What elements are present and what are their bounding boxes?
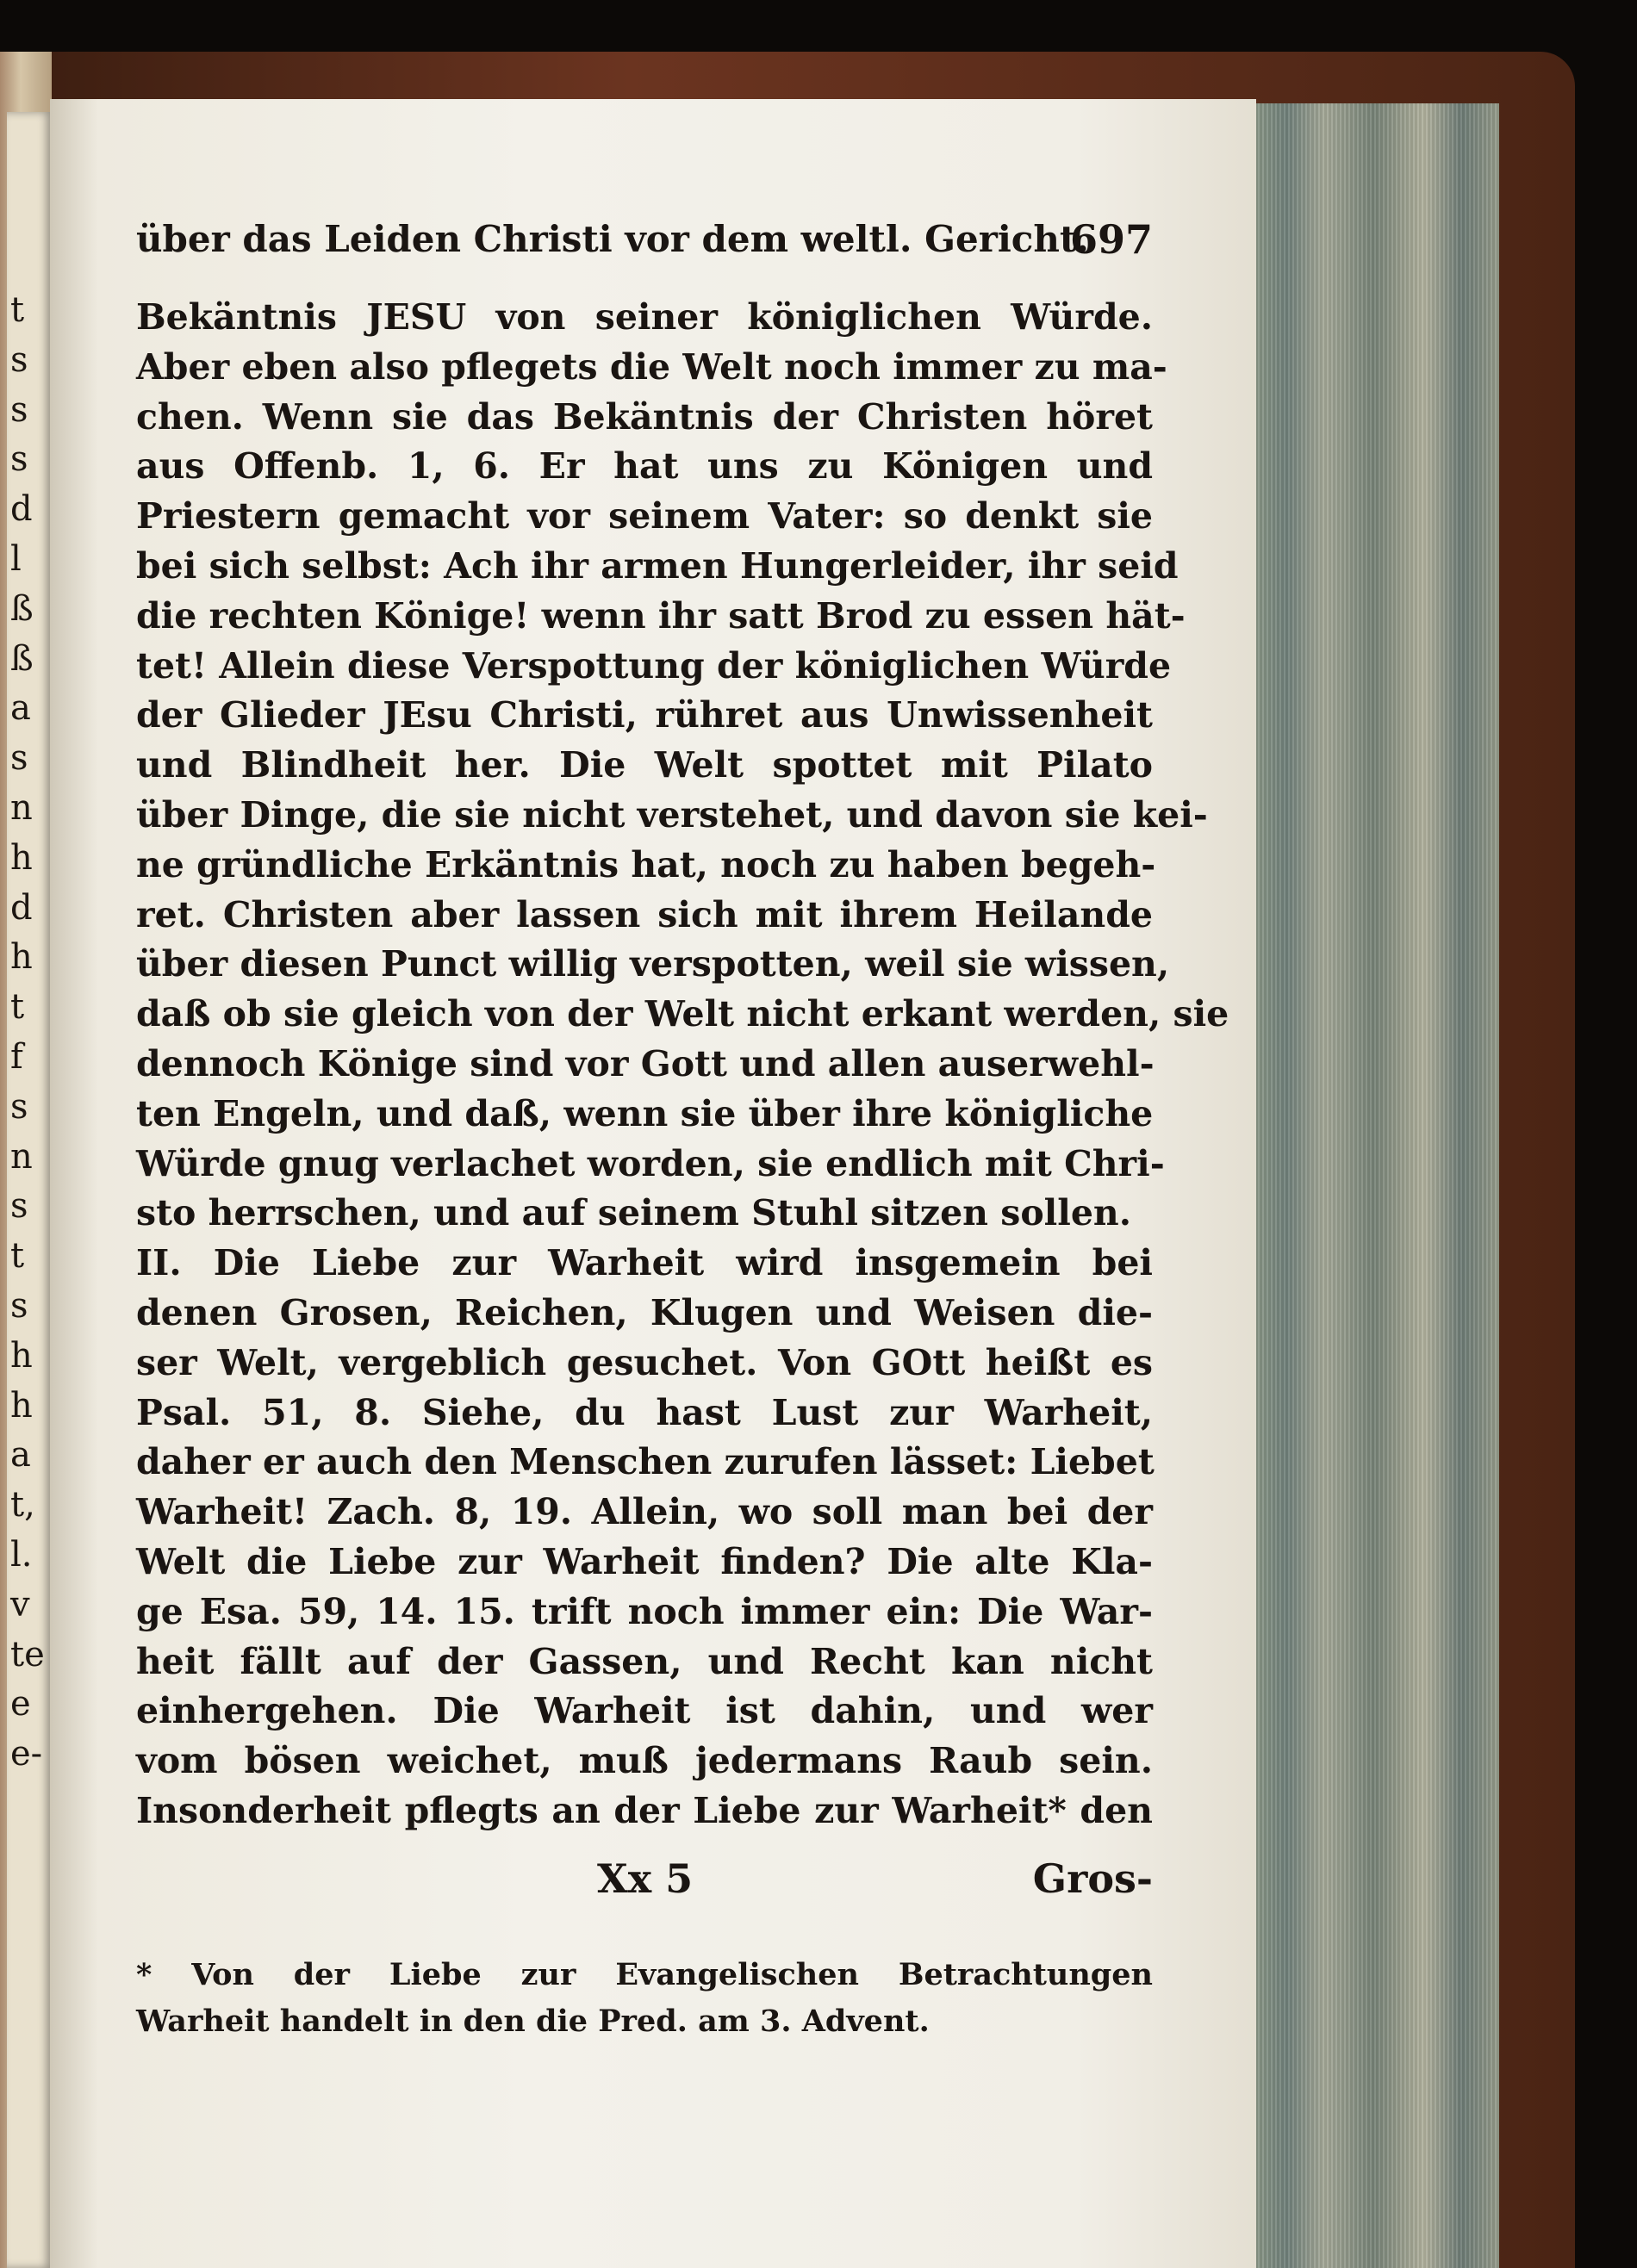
facing-page-fragment: s xyxy=(10,389,28,430)
text-line: Würde gnug verlachet worden, sie endlich mit Chri- xyxy=(136,1142,1165,1184)
facing-page-fragment: e- xyxy=(10,1734,43,1774)
text-line: daher er auch den Menschen zurufen lässet: Liebet xyxy=(136,1441,1155,1483)
text-line: bei sich selbst: Ach ihr armen Hungerleider, ihr seid xyxy=(136,544,1179,587)
text-line: Priestern gemacht vor seinem Vater: so denkt sie xyxy=(136,495,1153,537)
facing-page-fragment: s xyxy=(10,439,28,480)
footnote xyxy=(136,1952,1153,2045)
facing-page-fragment: t xyxy=(10,290,25,330)
text-line: Psal. 51, 8. Siehe, du hast Lust zur Warheit, xyxy=(136,1391,1153,1433)
facing-page-fragment: s xyxy=(10,1286,28,1326)
text-line: Insonderheit pflegts an der Liebe zur Warheit* den xyxy=(136,1789,1153,1831)
text-line: ten Engeln, und daß, wenn sie über ihre königliche xyxy=(136,1092,1154,1134)
text-line: einhergehen. Die Warheit ist dahin, und wer xyxy=(136,1690,1153,1732)
facing-page-fragment: t xyxy=(10,1236,25,1277)
facing-page-fragment: h xyxy=(10,1385,33,1426)
facing-page-fragment: a xyxy=(10,688,31,729)
text-line: über diesen Punct willig verspotten, weil sie wissen, xyxy=(136,943,1170,985)
text-line: denen Grosen, Reichen, Klugen und Weisen die- xyxy=(136,1291,1153,1333)
facing-page-fragment: h xyxy=(10,937,33,978)
running-header xyxy=(136,202,1153,293)
text-line: Warheit! Zach. 8, 19. Allein, wo soll man bei der xyxy=(136,1491,1153,1533)
facing-page-fragment: d xyxy=(10,489,33,530)
text-line: ge Esa. 59, 14. 15. trift noch immer ein: Die War- xyxy=(136,1590,1153,1632)
facing-page-fragment: t xyxy=(10,987,25,1028)
text-line: chen. Wenn sie das Bekäntnis der Christen höret xyxy=(136,395,1153,438)
text-line: Bekäntnis JESU von seiner königlichen Würde. xyxy=(136,296,1153,338)
page-number: 697 xyxy=(1069,216,1153,263)
text-line: über Dinge, die sie nicht verstehet, und davon sie kei- xyxy=(136,793,1208,836)
facing-page-fragment: n xyxy=(10,788,33,828)
facing-page-fragment: l xyxy=(10,539,22,579)
text-line: ne gründliche Erkäntnis hat, noch zu haben begeh- xyxy=(136,843,1156,885)
text-line: die rechten Könige! wenn ihr satt Brod zu essen hät- xyxy=(136,594,1186,637)
body-text xyxy=(136,293,1229,1836)
text-line: ret. Christen aber lassen sich mit ihrem Heilande xyxy=(136,893,1153,935)
footnote-line: * Von der Liebe zur Evangelischen Betrachtungen xyxy=(136,1956,1153,1992)
text-line: aus Offenb. 1, 6. Er hat uns zu Königen und xyxy=(136,445,1153,488)
text-line: daß ob sie gleich von der Welt nicht erkant werden, sie xyxy=(136,993,1229,1035)
facing-page-fragment: h xyxy=(10,837,33,878)
facing-page-fragment: t, xyxy=(10,1485,35,1525)
text-line: heit fällt auf der Gassen, und Recht kan nicht xyxy=(136,1640,1153,1682)
text-line: II. Die Liebe zur Warheit wird insgemein bei xyxy=(136,1242,1153,1284)
facing-page-fragment: te xyxy=(10,1634,45,1675)
text-line: und Blindheit her. Die Welt spottet mit Pilato xyxy=(136,744,1153,786)
facing-page xyxy=(7,112,52,2268)
facing-page-fragment: h xyxy=(10,1335,33,1376)
text-line: Aber eben also pflegets die Welt noch immer zu ma- xyxy=(136,345,1167,388)
signature-mark: Xx 5 xyxy=(597,1855,694,1902)
facing-page-fragment: s xyxy=(10,339,28,380)
catchword: Gros- xyxy=(1032,1855,1153,1902)
text-line: vom bösen weichet, muß jedermans Raub sein. xyxy=(136,1740,1153,1782)
facing-page-fragment: l. xyxy=(10,1535,33,1575)
facing-page-fragment: s xyxy=(10,1086,28,1127)
footnote-line: Warheit handelt in den die Pred. am 3. Advent. xyxy=(136,2003,930,2039)
text-line: Welt die Liebe zur Warheit finden? Die alte Kla- xyxy=(136,1540,1153,1582)
text-line: tet! Allein diese Verspottung der königlichen Würde xyxy=(136,644,1172,687)
facing-page-fragment: a xyxy=(10,1435,31,1476)
facing-page-fragment: f xyxy=(10,1037,23,1077)
facing-page-fragment: ß xyxy=(10,638,34,679)
facing-page-fragment: e xyxy=(10,1684,31,1724)
page-edges xyxy=(1249,103,1499,2268)
facing-page-fragment: d xyxy=(10,887,33,928)
text-line: dennoch Könige sind vor Gott und allen auserwehl- xyxy=(136,1042,1155,1084)
facing-page-fragment: s xyxy=(10,1186,28,1227)
facing-page-fragment: v xyxy=(10,1584,30,1625)
text-line: der Glieder JEsu Christi, rühret aus Unwissenheit xyxy=(136,694,1153,736)
facing-page-fragment: n xyxy=(10,1136,33,1177)
page-text xyxy=(136,202,1229,2045)
running-title: über das Leiden Christi vor dem weltl. Gericht. xyxy=(136,218,1089,260)
facing-page-fragment: ß xyxy=(10,588,34,629)
facing-page-fragment: s xyxy=(10,738,28,779)
book-page xyxy=(50,99,1256,2268)
text-line: sto herrschen, und auf seinem Stuhl sitzen sollen. xyxy=(136,1192,1131,1234)
catch-line xyxy=(136,1840,1153,1935)
text-line: ser Welt, vergeblich gesuchet. Von GOtt heißt es xyxy=(136,1341,1153,1383)
